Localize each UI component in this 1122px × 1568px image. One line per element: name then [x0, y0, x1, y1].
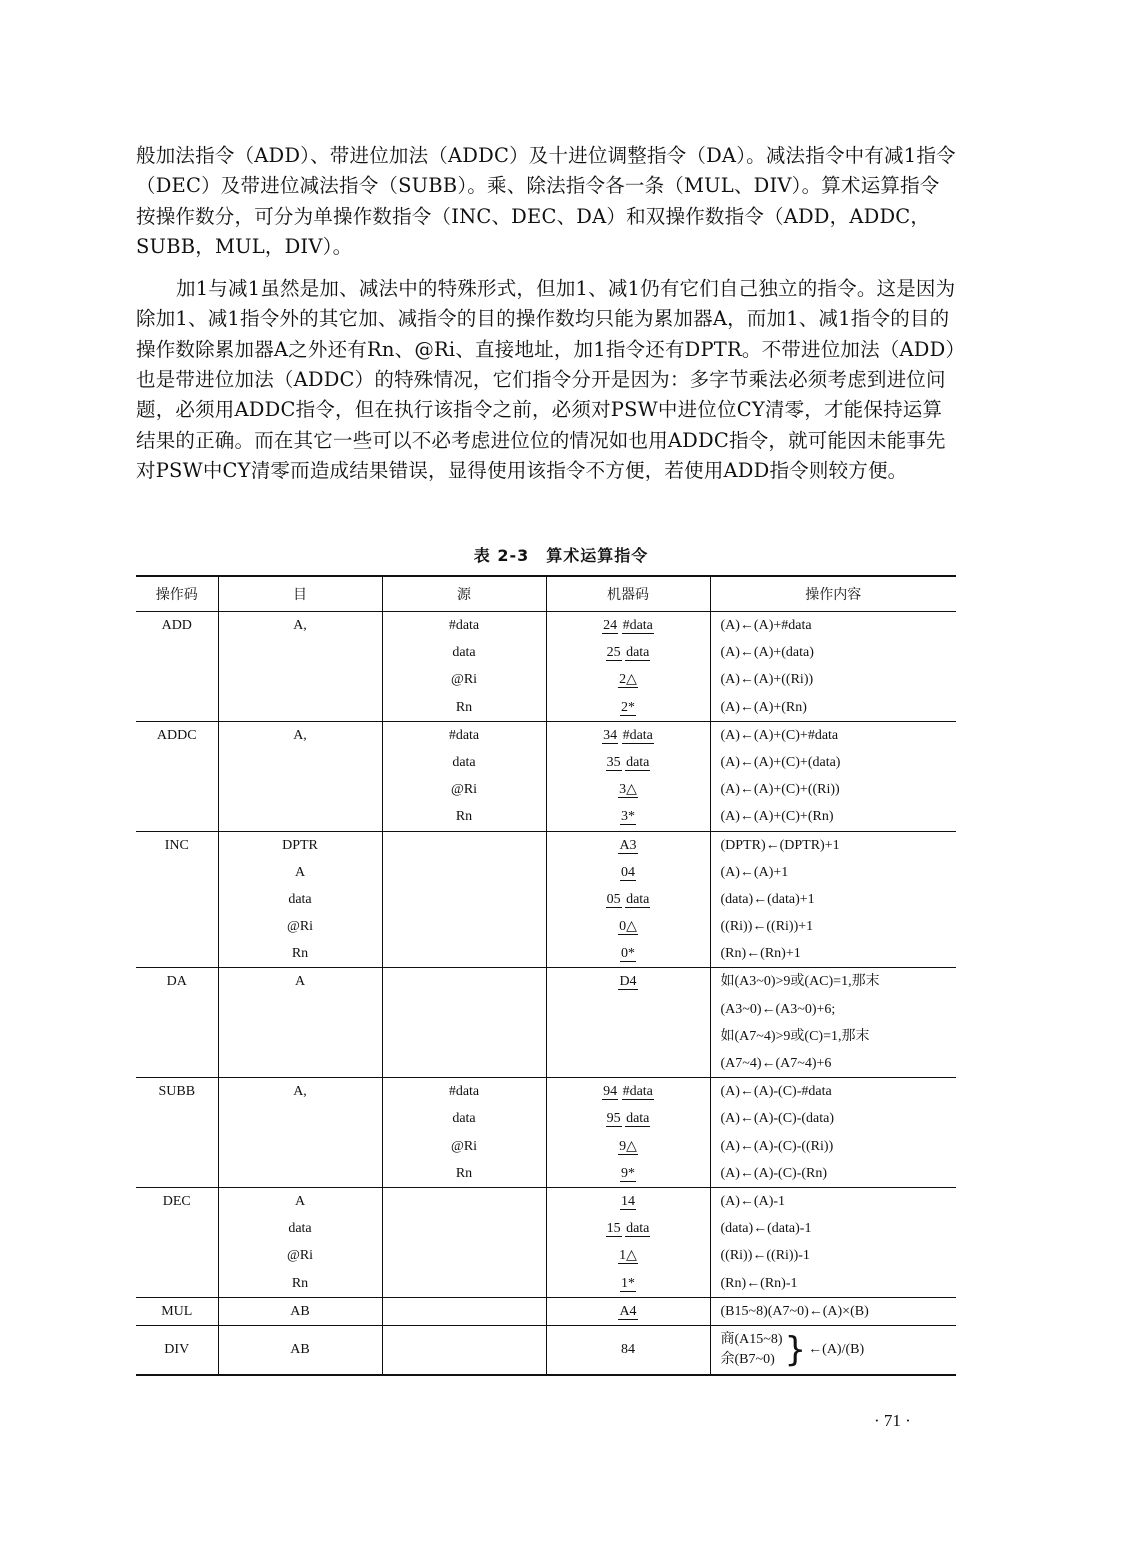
table-body [136, 612, 956, 1375]
machine-code [547, 1270, 710, 1297]
machine-code-cell [546, 721, 710, 831]
machine-code-byte: 24 [603, 618, 618, 633]
operation-text: 如(A3~0)>9或(AC)=1,那末 [720, 974, 880, 990]
operation-text: (A)←(A)-(C)-((Ri)) [720, 1138, 834, 1154]
dest-cell [218, 968, 382, 1078]
opcode-text: DA [166, 974, 187, 990]
operation-text: (A)←(A)+(C)+#data [720, 727, 839, 743]
machine-code [547, 1188, 710, 1215]
machine-code [547, 1215, 710, 1242]
machine-code-byte: 95 [606, 1111, 621, 1127]
machine-code-byte: 35 [606, 754, 621, 770]
page-number: · 71 · [874, 1411, 911, 1430]
operation-text: (data)←(data)+1 [720, 891, 815, 907]
operation-text: (A)←(A)-1 [720, 1193, 786, 1209]
dest-cell [218, 1325, 382, 1375]
operation-cell [710, 968, 956, 1078]
machine-code-operand: data [626, 754, 650, 770]
machine-code [547, 968, 710, 995]
table-row [136, 1297, 956, 1325]
src-operand: @Ri [450, 1138, 478, 1154]
operation-text: (A)←(A)+(data) [720, 645, 814, 661]
machine-code-cell [546, 1187, 710, 1297]
machine-code-byte: 04 [621, 864, 635, 880]
operation-cell [710, 831, 956, 968]
table-row [136, 721, 956, 831]
operation-cell [710, 1187, 956, 1297]
machine-code-operand: data [626, 1111, 650, 1127]
operation-text: (Rn)←(Rn)-1 [720, 1275, 798, 1291]
machine-code [547, 913, 710, 940]
machine-code-byte: 0* [621, 946, 635, 962]
machine-code [547, 639, 710, 666]
operation-text: (A)←(A)+(Rn) [720, 699, 807, 715]
machine-code-byte: A4 [619, 1303, 637, 1319]
machine-code-byte: 9* [621, 1165, 635, 1181]
operation-text: (B15~8)(A7~0)←(A)×(B) [720, 1303, 869, 1319]
dest-cell [218, 612, 382, 722]
src-operand: #data [448, 1084, 480, 1100]
machine-code [547, 940, 710, 967]
operation-text: (A)←(A)+(C)+(Rn) [720, 809, 834, 825]
header-dest: 目 [218, 576, 382, 612]
operation-text: (A)←(A)-(C)-#data [720, 1084, 832, 1100]
header-src: 源 [382, 576, 546, 612]
operation-text: (A)←(A)-(C)-(data) [720, 1111, 834, 1127]
machine-code-byte: 1* [621, 1275, 635, 1291]
operation-text: (data)←(data)-1 [720, 1221, 812, 1237]
opcode-cell [136, 1297, 218, 1325]
machine-code-byte: 94 [603, 1084, 618, 1100]
src-operand: @Ri [450, 782, 478, 798]
machine-code [547, 803, 710, 830]
machine-code [547, 859, 710, 886]
paragraph-1: 般加法指令（ADD）、带进位加法（ADDC）及十进位调整指令（DA）。减法指令中有减1指令（DEC）及带进位减法指令（SUBB）。乘、除法指令各一条（MUL、DIV）。算术运算指令按操作数分，可分为单操作数指令（INC、DEC、DA）和双操作数指令（ADD，ADDC，SUBB，MUL，DIV）。 [136, 144, 956, 258]
table-title: 表 2-3 算术运算指令 [473, 546, 649, 565]
opcode-cell [136, 831, 218, 968]
dest-operand: AB [290, 1303, 310, 1319]
dest-cell [218, 1297, 382, 1325]
quotient-text: 商(A15~8) [720, 1331, 783, 1347]
machine-code-operand: #data [622, 727, 653, 743]
dest-cell [218, 831, 382, 968]
dest-operand: A, [293, 1084, 307, 1100]
machine-code [547, 666, 710, 693]
machine-code-byte: 05 [606, 891, 621, 907]
dest-operand: A, [293, 727, 307, 743]
machine-code-byte: 34 [603, 727, 618, 743]
machine-code-operand: data [626, 645, 650, 661]
header-operation: 操作内容 [710, 576, 956, 612]
operation-text: 如(A7~4)>9或(C)=1,那末 [720, 1028, 870, 1044]
src-cell [382, 721, 546, 831]
src-cell [382, 612, 546, 722]
opcode-text: INC [164, 837, 189, 853]
table-header-row [136, 576, 956, 612]
opcode-cell [136, 1325, 218, 1375]
dest-operand: Rn [291, 946, 309, 962]
dest-operand: A [294, 1193, 306, 1209]
opcode-cell [136, 612, 218, 722]
machine-code-operand: data [626, 891, 650, 907]
table-row-div [136, 1325, 956, 1375]
operation-cell [710, 721, 956, 831]
operation-text: (Rn)←(Rn)+1 [720, 946, 801, 962]
src-cell [382, 968, 546, 1078]
src-cell [382, 831, 546, 968]
opcode-cell [136, 968, 218, 1078]
machine-code-operand: data [626, 1221, 650, 1237]
machine-code-cell [546, 831, 710, 968]
dest-operand: A [294, 974, 306, 990]
dest-cell [218, 1187, 382, 1297]
dest-operand: Rn [291, 1275, 309, 1291]
operation-cell [710, 1078, 956, 1188]
operation-text: (A3~0)←(A3~0)+6; [720, 1001, 836, 1017]
opcode-text: DEC [162, 1193, 191, 1209]
machine-code [547, 776, 710, 803]
opcode-cell [136, 1078, 218, 1188]
src-cell [382, 1325, 546, 1375]
machine-code [547, 694, 710, 721]
machine-code-operand: #data [622, 1084, 653, 1100]
machine-code-byte: 1△ [619, 1248, 637, 1264]
operation-text: ((Ri))←((Ri))-1 [720, 1248, 810, 1264]
machine-code-byte: 2△ [619, 672, 637, 688]
dest-cell [218, 1078, 382, 1188]
machine-code-byte: 25 [606, 645, 621, 661]
src-operand: data [452, 754, 476, 770]
operation-text: (A)←(A)+((Ri)) [720, 672, 814, 688]
machine-code-cell [546, 968, 710, 1078]
machine-code-byte: 2* [621, 699, 635, 715]
src-operand: data [452, 1111, 476, 1127]
dest-operand: AB [290, 1342, 310, 1358]
opcode-text: MUL [161, 1303, 193, 1319]
src-operand: #data [448, 727, 480, 743]
machine-code [547, 886, 710, 913]
header-machine-code: 机器码 [546, 576, 710, 612]
operation-text: (A)←(A)-(C)-(Rn) [720, 1165, 828, 1181]
machine-code-byte: 3* [621, 809, 635, 825]
machine-code-byte: 3△ [619, 782, 637, 798]
opcode-text: DIV [164, 1342, 190, 1358]
src-cell [382, 1297, 546, 1325]
machine-code [547, 832, 710, 859]
operation-text: (A)←(A)+1 [720, 864, 789, 880]
opcode-cell [136, 1187, 218, 1297]
operation-cell [710, 1325, 956, 1375]
src-operand: @Ri [450, 672, 478, 688]
src-operand: Rn [455, 699, 473, 715]
table-row [136, 1078, 956, 1188]
table-row [136, 831, 956, 968]
dest-operand: data [288, 1221, 312, 1237]
dest-operand: DPTR [282, 837, 318, 853]
remainder-text: 余(B7~0) [720, 1351, 775, 1367]
src-operand: Rn [455, 1165, 473, 1181]
operation-text: (A7~4)←(A7~4)+6 [720, 1056, 832, 1071]
table-row [136, 1187, 956, 1297]
opcode-cell [136, 721, 218, 831]
machine-code-cell [546, 1325, 710, 1375]
div-operation [711, 1326, 957, 1374]
src-operand: Rn [455, 809, 473, 825]
dest-cell [218, 721, 382, 831]
machine-code-byte: D4 [619, 974, 637, 990]
machine-code-operand: #data [622, 618, 653, 633]
machine-code-cell [546, 1297, 710, 1325]
operation-text: (A)←(A)+#data [720, 618, 812, 633]
brace-symbol: } [784, 1329, 807, 1370]
dest-operand: A [294, 864, 306, 880]
table-row [136, 612, 956, 722]
opcode-text: ADD [161, 618, 192, 633]
machine-code [547, 612, 710, 639]
machine-code-cell [546, 1078, 710, 1188]
machine-code-byte: 15 [606, 1221, 621, 1237]
machine-code [547, 1133, 710, 1160]
operation-text: (DPTR)←(DPTR)+1 [720, 837, 840, 853]
header-opcode: 操作码 [136, 576, 218, 612]
opcode-text: ADDC [156, 727, 197, 743]
div-result-stack [721, 1330, 783, 1370]
machine-code [547, 1242, 710, 1269]
machine-code-byte: A3 [619, 837, 637, 853]
div-result-text: ←(A)/(B) [808, 1341, 865, 1357]
operation-text: (A)←(A)+(C)+((Ri)) [720, 782, 840, 798]
dest-operand: data [288, 891, 312, 907]
paragraph-2: 加1与减1虽然是加、减法中的特殊形式，但加1、减1仍有它们自己独立的指令。这是因为除加1、减1指令外的其它加、减指令的目的操作数均只能为累加器A，而加1、减1指令的目的操作数除累加器A之外还有Rn、@Ri、直接地址，加1指令还有DPTR。不带进位加法（ADD）也是带进位加法（ADDC）的特殊情况，它们指令分开是因为：多字节乘法必须考虑到进位问题，必须用ADDC指令，但在执行该指令之前，必须对PSW中进位位CY清零，才能保持运算结果的正确。而在其它一些可以不必考虑进位位的情况如也用ADDC指令，就可能因未能事先对PSW中CY清零而造成结果错误，显得使用该指令不方便，若使用ADD指令则较方便。 [136, 277, 956, 482]
src-cell [382, 1187, 546, 1297]
operation-cell [710, 1297, 956, 1325]
dest-operand: @Ri [286, 919, 314, 935]
body-text [136, 141, 958, 486]
dest-operand: @Ri [286, 1248, 314, 1264]
machine-code-byte: 9△ [619, 1138, 637, 1154]
machine-code [547, 1105, 710, 1132]
machine-code [547, 1298, 710, 1325]
operation-cell [710, 612, 956, 722]
machine-code [547, 1078, 710, 1105]
machine-code-byte: 14 [621, 1193, 635, 1209]
src-operand: #data [448, 618, 480, 633]
machine-code-cell [546, 612, 710, 722]
machine-code [547, 1160, 710, 1187]
operation-text: ((Ri))←((Ri))+1 [720, 919, 814, 935]
src-operand: data [452, 645, 476, 661]
operation-text: (A)←(A)+(C)+(data) [720, 754, 841, 770]
src-cell [382, 1078, 546, 1188]
machine-code: 84 [621, 1342, 635, 1358]
machine-code-byte: 0△ [619, 919, 637, 935]
table-row [136, 968, 956, 1078]
machine-code [547, 722, 710, 749]
dest-operand: A, [293, 618, 307, 633]
arithmetic-instruction-table [136, 575, 956, 1376]
opcode-text: SUBB [158, 1084, 196, 1100]
machine-code [547, 749, 710, 776]
